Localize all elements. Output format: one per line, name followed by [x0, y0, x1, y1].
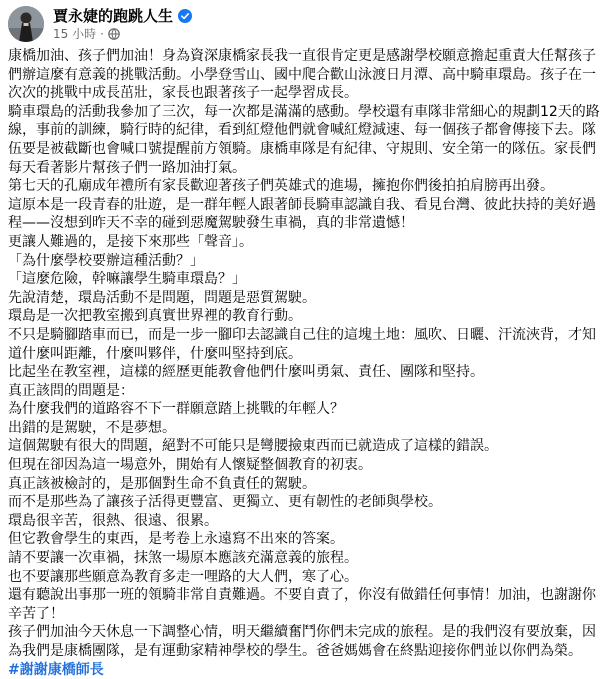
author-name-text[interactable]: 賈永婕的跑跳人生 — [53, 7, 174, 25]
post-paragraph: 為什麼我們的道路容不下一群願意踏上挑戰的年輕人？ — [8, 401, 344, 418]
post-meta — [53, 27, 120, 41]
post-paragraph: 更讓人難過的，是接下來那些「聲音」。 — [8, 233, 253, 250]
author-name[interactable] — [53, 7, 192, 25]
globe-icon[interactable] — [108, 28, 120, 40]
post-paragraph: 真正該被檢討的，是那個對生命不負責任的駕駛。 — [8, 475, 316, 492]
post-paragraph: 這個駕駛有很大的問題，絕對不可能只是彎腰撿東西而已就造成了這樣的錯誤。 — [8, 438, 498, 455]
post-paragraph: 環島很辛苦，很熱、很遠、很累。 — [8, 512, 218, 529]
avatar-photo — [8, 6, 44, 42]
post-paragraph: 還有聽說出事那一班的領騎非常自責難過。不要自責了，你沒有做錯任何事情！加油，也謝謝你辛苦了！ — [8, 587, 596, 622]
post-paragraph: 出錯的是駕駛，不是夢想。 — [8, 419, 176, 436]
post-paragraph: 但現在卻因為這一場意外，開始有人懷疑整個教育的初衷。 — [8, 457, 372, 474]
post-paragraph: 「為什麼學校要辦這種活動？」 — [8, 252, 204, 269]
hashtag-link[interactable]: #謝謝康橋師長 — [8, 661, 104, 678]
verified-badge-icon — [178, 9, 192, 23]
post-paragraph: 先說清楚，環島活動不是問題，問題是惡質駕駛。 — [8, 289, 316, 306]
post-header — [0, 0, 610, 48]
post-paragraph: 也不要讓那些願意為教育多走一哩路的大人們，寒了心。 — [8, 568, 358, 585]
profile-avatar[interactable] — [8, 6, 44, 42]
post-body — [8, 47, 604, 679]
post-paragraph: 不只是騎腳踏車而已，而是一步一腳印去認識自己住的這塊土地：風吹、日曬、汗流浹背，才知道什麼叫距離，什麼叫夥伴，什麼叫堅持到底。 — [8, 326, 596, 362]
post-paragraph: 但它教會學生的東西，是考卷上永遠寫不出來的答案。 — [8, 531, 344, 548]
post-paragraph: 這原本是一段青春的壯遊，是一群年輕人跟著師長騎車認識自我、看見台灣、彼此扶持的美好過程——沒想到昨天不幸的碰到惡魔駕駛發生車禍，真的非常遺憾！ — [8, 196, 596, 232]
post-paragraph: 而不是那些為了讓孩子活得更豐富、更獨立、更有韌性的老師與學校。 — [8, 494, 442, 511]
meta-separator: · — [100, 27, 104, 41]
post-paragraph: 比起坐在教室裡，這樣的經歷更能教會他們什麼叫勇氣、責任、團隊和堅持。 — [8, 364, 484, 381]
post-paragraph: 孩子們加油今天休息一下調整心情，明天繼續奮鬥你們未完成的旅程。是的我們沒有要放棄，因為我們是康橋團隊，是有運動家精神學校的學生。爸爸媽媽會在終點迎接你們並以你們為榮。 — [8, 624, 596, 659]
post-paragraph: 第七天的孔廟成年禮所有家長歡迎著孩子們英雄式的進場，擁抱你們後拍拍肩膀再出發。 — [8, 178, 554, 195]
post-paragraph: 真正該問的問題是： — [8, 382, 134, 399]
post-paragraph: 騎車環島的活動我參加了三次，每一次都是滿滿的感動。學校還有車隊非常細心的規劃12天的路線，事前的訓練，騎行時的紀律，看到紅燈他們就會喊紅燈減速、每一個孩子都會傳接下去。隊伍要是被截斷也會喊口號提醒前方領騎。康橋車隊是有紀律、守規則、安全第一的隊伍。家長們每天看著影片幫孩子們一路加油打氣。 — [8, 103, 600, 176]
post-paragraph: 「這麼危險，幹嘛讓學生騎車環島？」 — [8, 271, 246, 288]
post-paragraph: 康橋加油、孩子們加油！身為資深康橋家長我一直很肯定更是感謝學校願意擔起重責大任幫孩子們辦這麼有意義的挑戰活動。小學登雪山、國中爬合歡山泳渡日月潭、高中騎車環島。孩子在一次次的挑戰中成長茁壯，家長也跟著孩子一起學習成長。 — [8, 48, 596, 102]
post-timestamp[interactable]: 15 小時 — [53, 27, 97, 41]
post-paragraph: 環島是一次把教室搬到真實世界裡的教育行動。 — [8, 308, 302, 325]
post-paragraph: 請不要讓一次車禍，抹煞一場原本應該充滿意義的旅程。 — [8, 550, 358, 567]
